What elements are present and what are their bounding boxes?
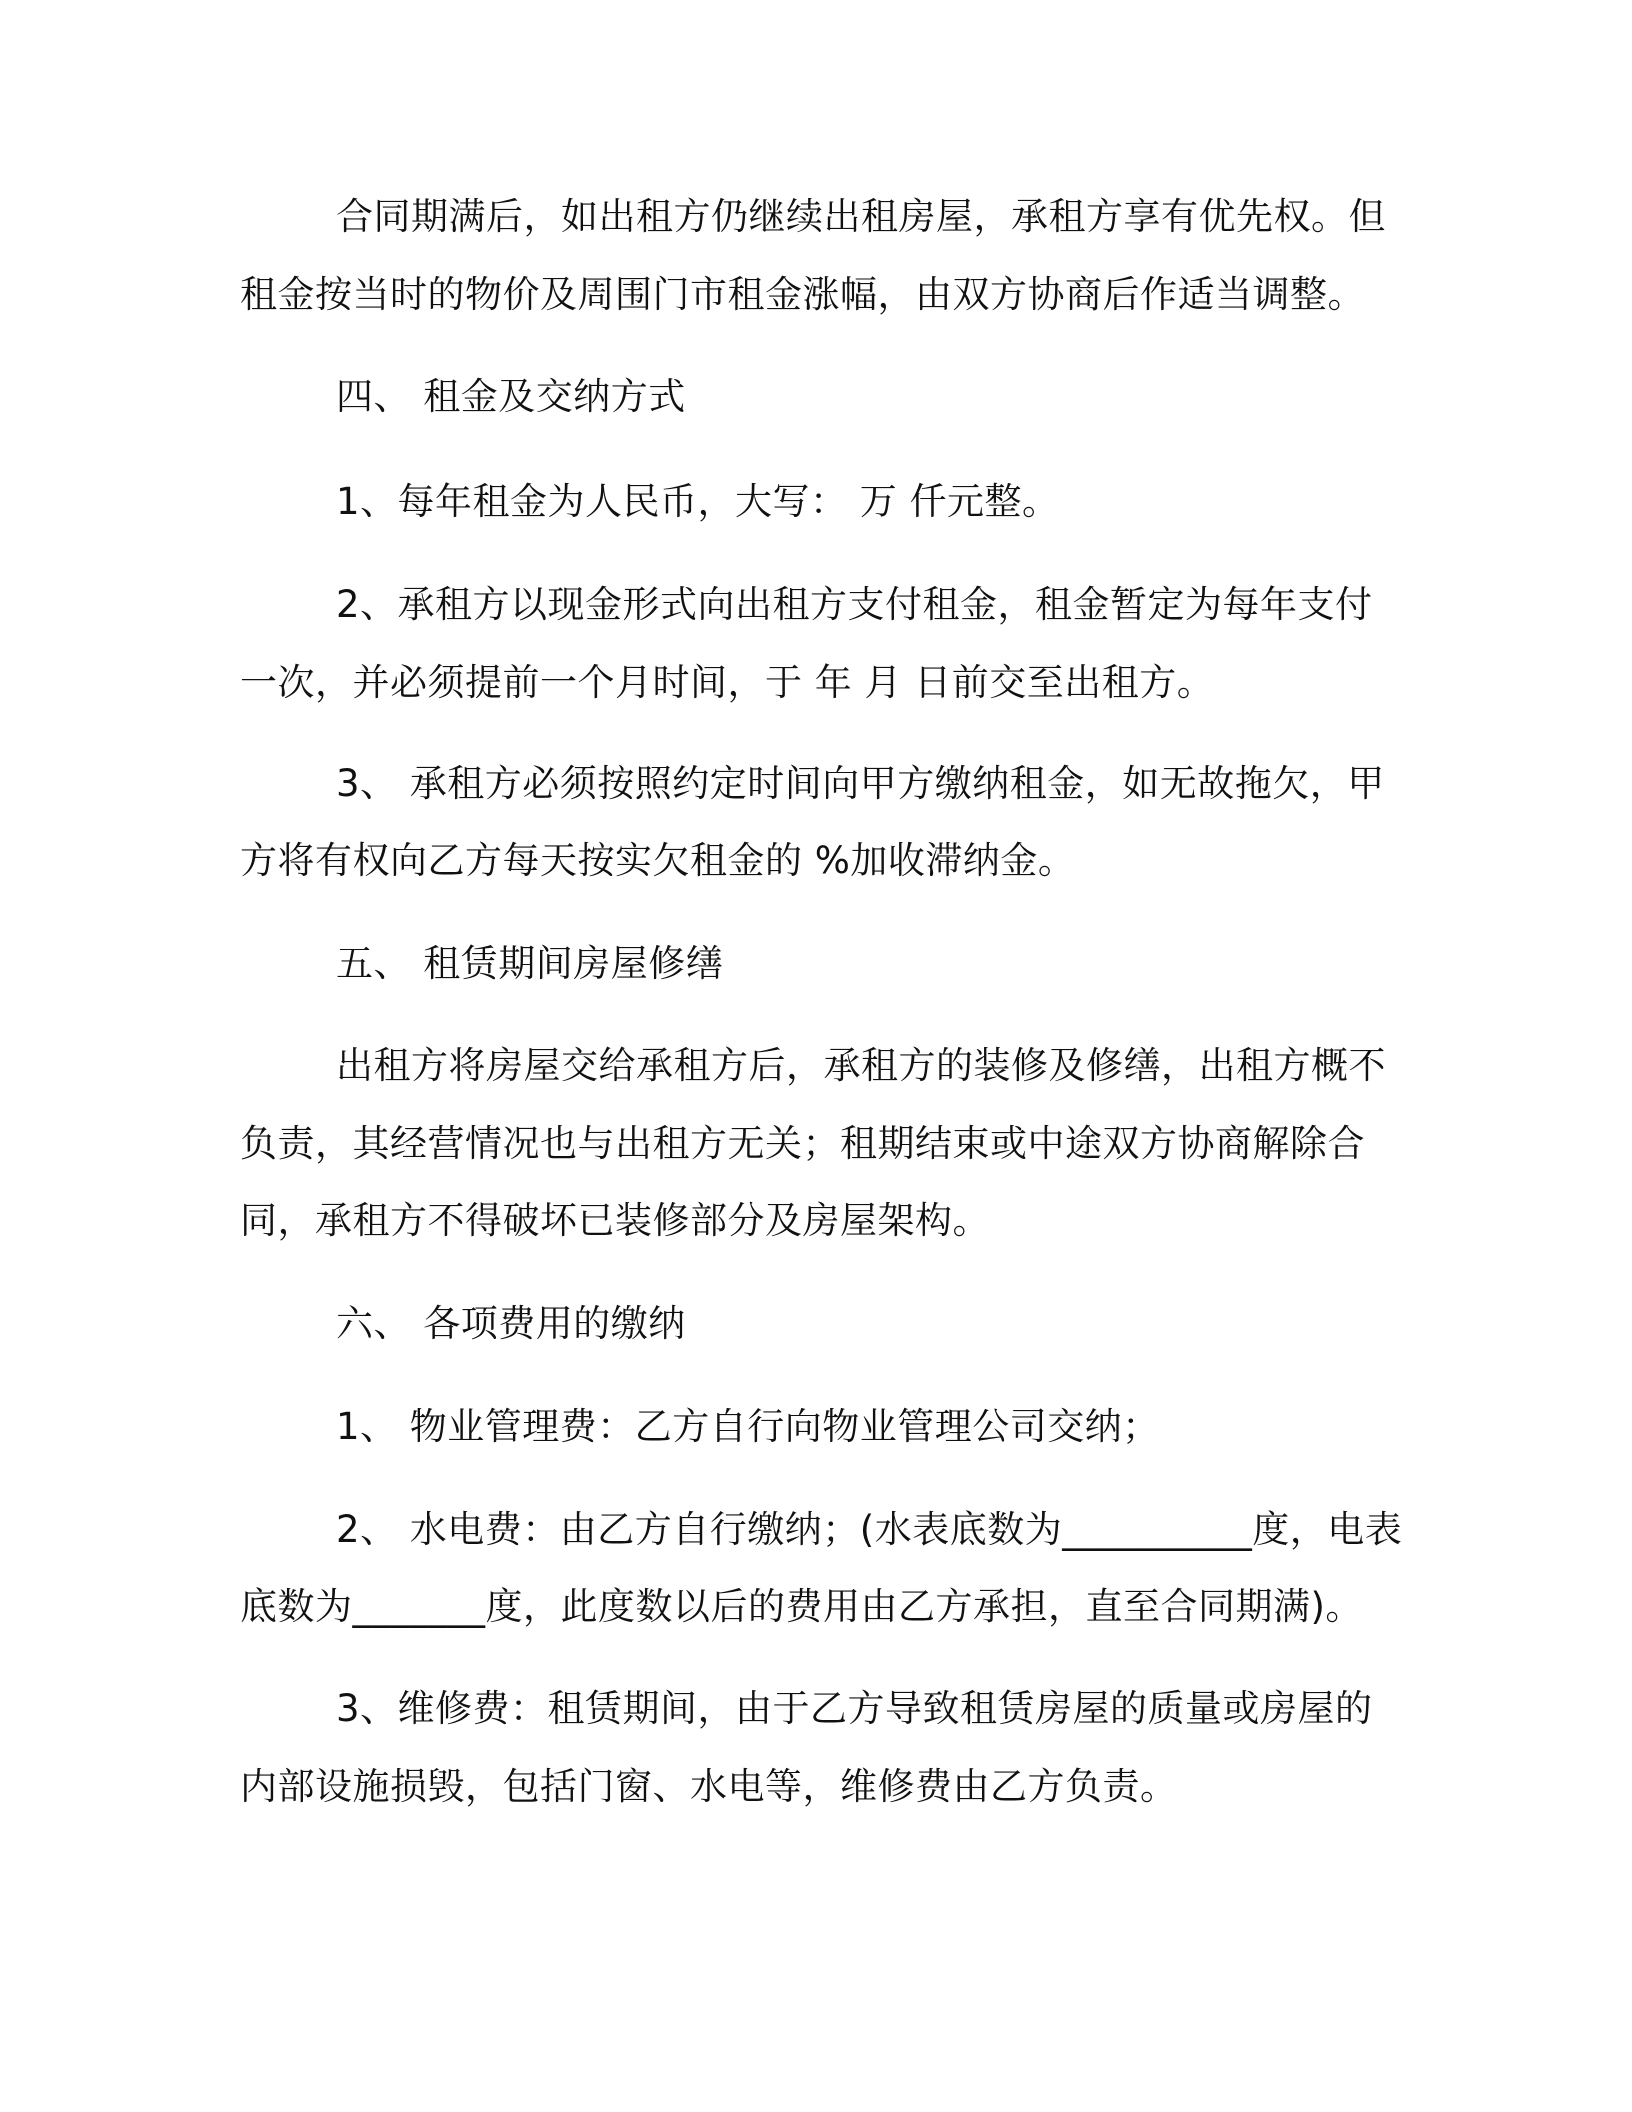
paragraph-line: 2、承租方以现金形式向出租方支付租金，租金暂定为每年支付 [336, 583, 1373, 626]
paragraph-line: 底数为_______度，此度数以后的费用由乙方承担，直至合同期满)。 [240, 1585, 1363, 1628]
paragraph-line: 租金按当时的物价及周围门市租金涨幅，由双方协商后作适当调整。 [240, 273, 1365, 316]
section-heading: 四、 租金及交纳方式 [336, 375, 686, 418]
section-heading: 五、 租赁期间房屋修缮 [336, 942, 724, 985]
paragraph-line: 方将有权向乙方每天按实欠租金的 %加收滞纳金。 [240, 839, 1076, 882]
section-heading: 六、 各项费用的缴纳 [336, 1302, 686, 1345]
paragraph-line: 负责，其经营情况也与出租方无关；租期结束或中途双方协商解除合 [240, 1122, 1365, 1165]
paragraph-line: 一次，并必须提前一个月时间，于 年 月 日前交至出租方。 [240, 661, 1215, 704]
paragraph-line: 内部设施损毁，包括门窗、水电等，维修费由乙方负责。 [240, 1765, 1178, 1808]
paragraph-line: 出租方将房屋交给承租方后，承租方的装修及修缮，出租方概不 [336, 1044, 1386, 1087]
paragraph-line: 2、 水电费：由乙方自行缴纳；(水表底数为__________度，电表 [336, 1508, 1403, 1551]
paragraph-line: 同，承租方不得破坏已装修部分及房屋架构。 [240, 1199, 990, 1242]
paragraph-line: 1、每年租金为人民币，大写： 万 仟元整。 [336, 480, 1060, 523]
paragraph-line: 1、 物业管理费：乙方自行向物业管理公司交纳； [336, 1405, 1160, 1448]
paragraph-line: 合同期满后，如出租方仍继续出租房屋，承租方享有优先权。但 [336, 195, 1386, 238]
paragraph-line: 3、维修费：租赁期间，由于乙方导致租赁房屋的质量或房屋的 [336, 1687, 1373, 1730]
paragraph-line: 3、 承租方必须按照约定时间向甲方缴纳租金，如无故拖欠，甲 [336, 762, 1385, 805]
